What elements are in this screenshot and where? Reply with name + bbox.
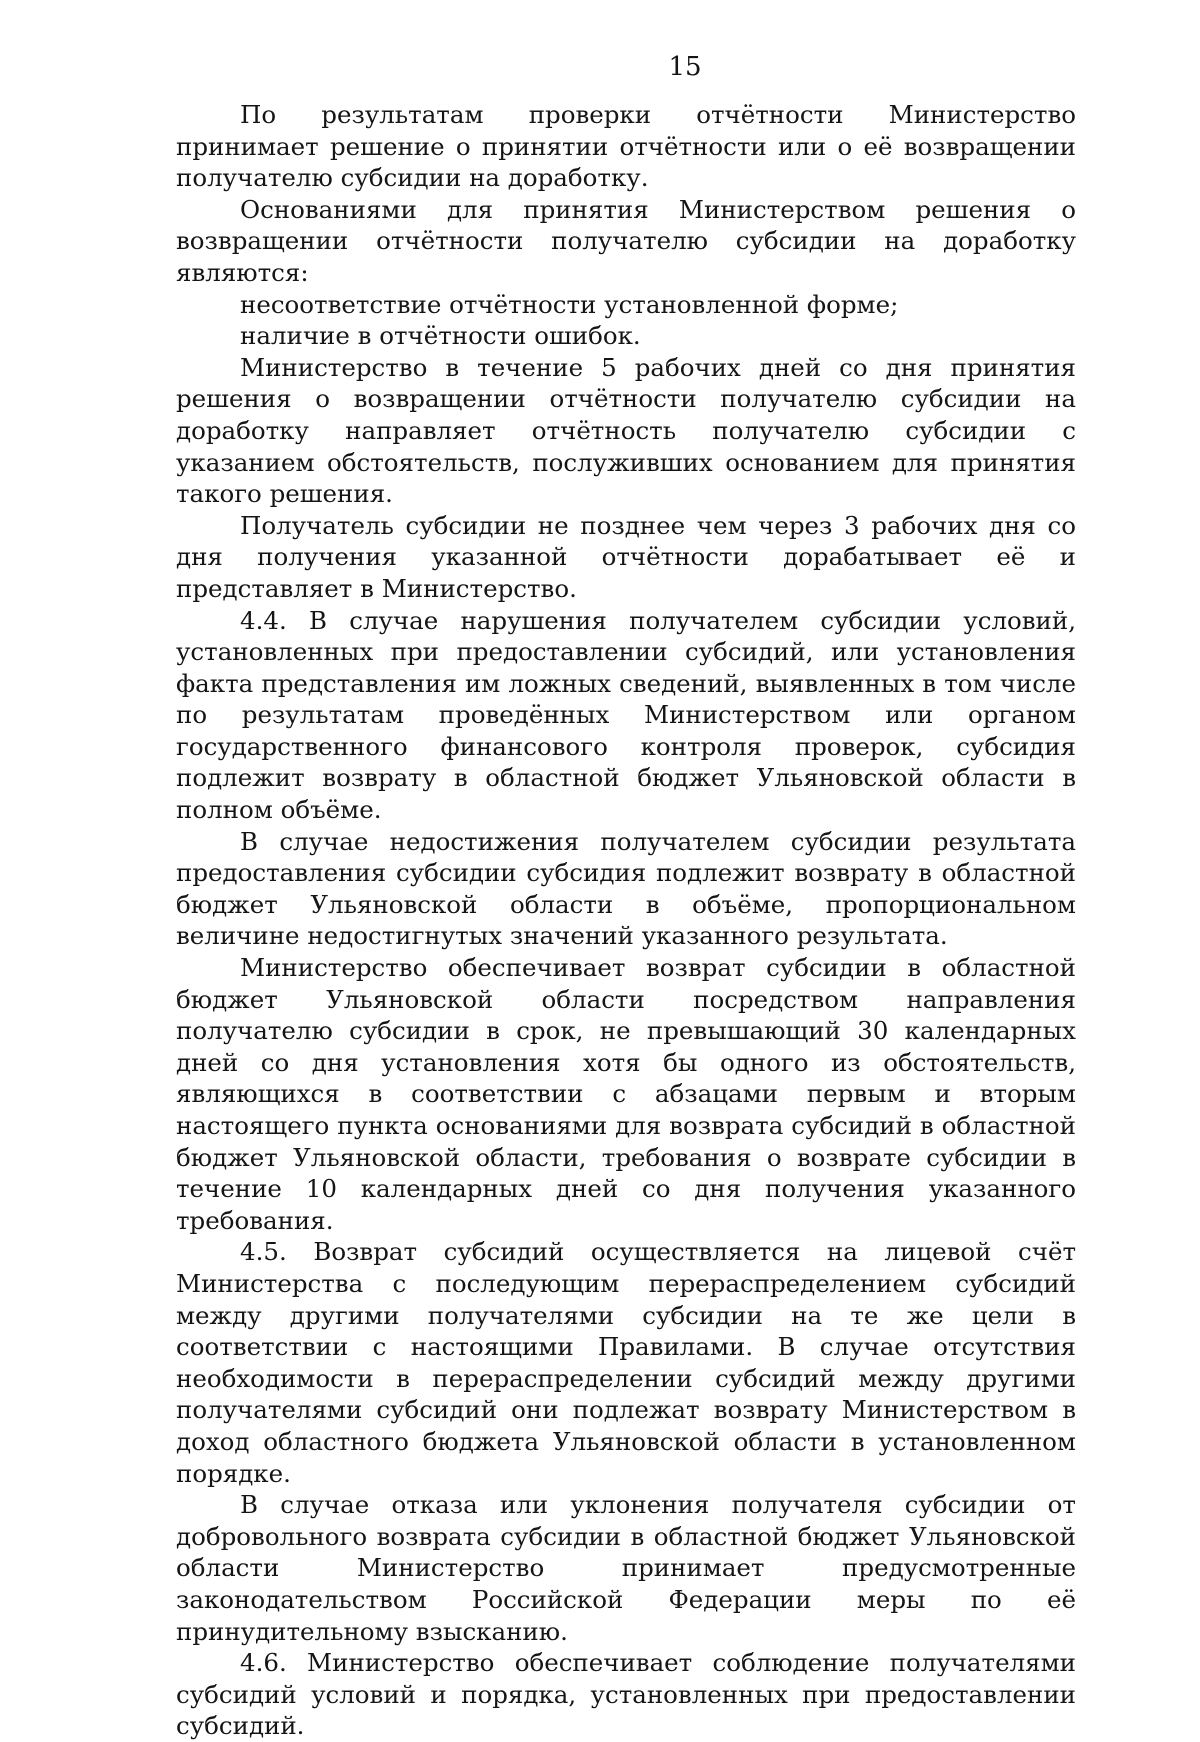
paragraph-return-grounds: Основаниями для принятия Министерством решения о возвращении отчётности получателю субсидии на доработку являются: — [176, 194, 1076, 287]
paragraph-return-term: Министерство в течение 5 рабочих дней со дня принятия решения о возвращении отчётности получателю субсидии на доработку направляет отчётность получателю субсидии с указанием обстоятельств, послуживших основанием для принятия такого решения. — [176, 352, 1076, 509]
document-body — [176, 99, 1076, 1742]
paragraph-forced-recovery: В случае отказа или уклонения получателя субсидии от добровольного возврата субсидии в областной бюджет Ульяновской области Министерство принимает предусмотренные законодательством Российской Федерации меры по её принудительному взысканию. — [176, 1490, 1076, 1646]
paragraph-clause-4-4: 4.4. В случае нарушения получателем субсидии условий, установленных при предоставлении субсидий, или установления факта представления им ложных сведений, выявленных в том числе по результатам проведённых Министерством или органом государственного финансового контроля проверок, субсидия подлежит возврату в областной бюджет Ульяновской области в полном объёме. — [176, 605, 1076, 825]
paragraph-report-decision: По результатам проверки отчётности Министерство принимает решение о принятии отчётности или о её возвращении получателю субсидии на доработку. — [176, 100, 1076, 193]
paragraph-ministry-return: Министерство обеспечивает возврат субсидии в областной бюджет Ульяновской области посредством направления получателю субсидии в срок, не превышающий 30 календарных дней со дня установления хотя бы одного из обстоятельств, являющихся в соответствии с абзацами первым и вторым настоящего пункта основаниями для возврата субсидий в областной бюджет Ульяновской области, требования о возврате субсидии в течение 10 календарных дней со дня получения указанного требования. — [176, 953, 1076, 1235]
paragraph-result-not-achieved: В случае недостижения получателем субсидии результата предоставления субсидии субсидия подлежит возврату в областной бюджет Ульяновской области в объёме, пропорциональном величине недостигнутых значений указанного результата. — [176, 826, 1076, 951]
paragraph-clause-4-5: 4.5. Возврат субсидий осуществляется на лицевой счёт Министерства с последующим перераспределением субсидий между другими получателями субсидии на те же цели в соответствии с настоящими Правилами. В случае отсутствия необходимости в перераспределении субсидий между другими получателями субсидий они подлежат возврату Министерством в доход областного бюджета Ульяновской области в установленном порядке. — [176, 1237, 1076, 1488]
list-item-form-mismatch: несоответствие отчётности установленной форме; — [240, 289, 899, 319]
paragraph-recipient-rework: Получатель субсидии не позднее чем через 3 рабочих дня со дня получения указанной отчётности дорабатывает её и представляет в Министерство. — [176, 510, 1076, 603]
paragraph-clause-4-6: 4.6. Министерство обеспечивает соблюдение получателями субсидий условий и порядка, установленных при предоставлении субсидий. — [176, 1648, 1076, 1741]
page-number: 15 — [668, 52, 702, 82]
list-item-errors: наличие в отчётности ошибок. — [240, 321, 641, 351]
